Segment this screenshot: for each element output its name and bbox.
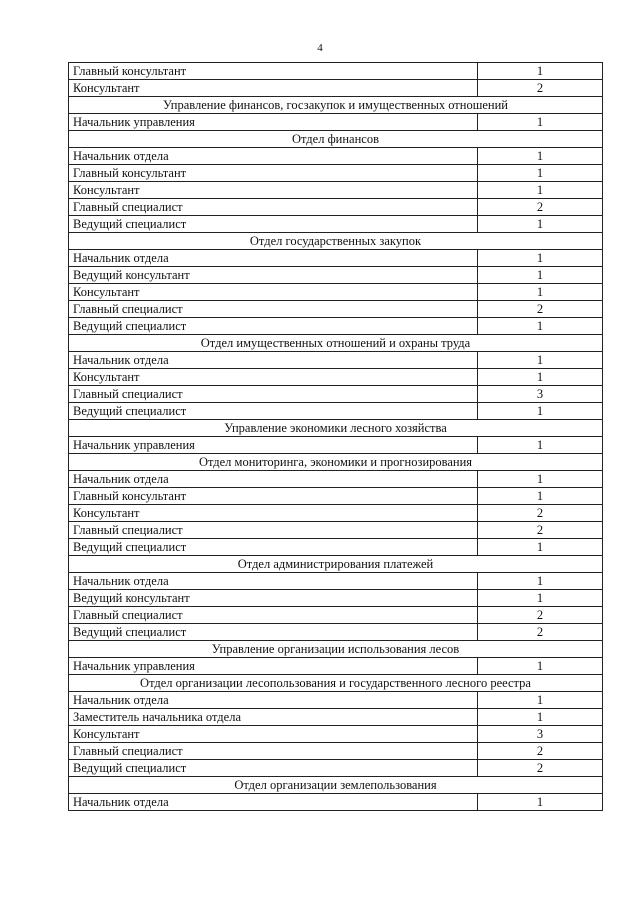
position-count: 2 bbox=[478, 624, 603, 641]
position-count: 1 bbox=[478, 250, 603, 267]
position-count: 1 bbox=[478, 471, 603, 488]
position-count: 2 bbox=[478, 199, 603, 216]
position-title: Консультант bbox=[69, 726, 478, 743]
position-title: Главный консультант bbox=[69, 165, 478, 182]
table-row bbox=[69, 692, 603, 709]
table-row bbox=[69, 760, 603, 777]
position-title: Заместитель начальника отдела bbox=[69, 709, 478, 726]
position-title: Ведущий специалист bbox=[69, 624, 478, 641]
position-count: 1 bbox=[478, 658, 603, 675]
position-count: 1 bbox=[478, 437, 603, 454]
position-title: Начальник отдела bbox=[69, 573, 478, 590]
table-row bbox=[69, 794, 603, 811]
table-row bbox=[69, 216, 603, 233]
table-row bbox=[69, 369, 603, 386]
table-row bbox=[69, 624, 603, 641]
position-count: 1 bbox=[478, 403, 603, 420]
section-title: Управление организации использования лесов bbox=[69, 641, 603, 658]
position-count: 1 bbox=[478, 573, 603, 590]
position-count: 1 bbox=[478, 794, 603, 811]
section-title: Отдел государственных закупок bbox=[69, 233, 603, 250]
position-title: Начальник отдела bbox=[69, 250, 478, 267]
position-title: Главный консультант bbox=[69, 63, 478, 80]
position-title: Главный специалист bbox=[69, 743, 478, 760]
position-title: Ведущий консультант bbox=[69, 590, 478, 607]
position-title: Главный специалист bbox=[69, 199, 478, 216]
table-row bbox=[69, 590, 603, 607]
position-title: Главный специалист bbox=[69, 386, 478, 403]
section-header-row bbox=[69, 420, 603, 437]
staff-table-body bbox=[69, 63, 603, 811]
position-count: 1 bbox=[478, 63, 603, 80]
section-title: Отдел организации землепользования bbox=[69, 777, 603, 794]
position-title: Начальник отдела bbox=[69, 471, 478, 488]
position-title: Начальник управления bbox=[69, 437, 478, 454]
section-title: Отдел имущественных отношений и охраны труда bbox=[69, 335, 603, 352]
table-row bbox=[69, 267, 603, 284]
table-row bbox=[69, 182, 603, 199]
position-count: 1 bbox=[478, 267, 603, 284]
position-title: Начальник отдела bbox=[69, 794, 478, 811]
table-row bbox=[69, 488, 603, 505]
position-title: Консультант bbox=[69, 505, 478, 522]
position-count: 3 bbox=[478, 726, 603, 743]
section-header-row bbox=[69, 131, 603, 148]
table-row bbox=[69, 352, 603, 369]
section-title: Отдел финансов bbox=[69, 131, 603, 148]
section-header-row bbox=[69, 335, 603, 352]
table-row bbox=[69, 386, 603, 403]
position-count: 1 bbox=[478, 318, 603, 335]
section-header-row bbox=[69, 97, 603, 114]
table-row bbox=[69, 63, 603, 80]
position-count: 2 bbox=[478, 760, 603, 777]
position-title: Начальник управления bbox=[69, 114, 478, 131]
section-title: Управление экономики лесного хозяйства bbox=[69, 420, 603, 437]
position-title: Ведущий специалист bbox=[69, 216, 478, 233]
page-number: 4 bbox=[317, 42, 323, 54]
table-row bbox=[69, 165, 603, 182]
table-row bbox=[69, 522, 603, 539]
position-count: 1 bbox=[478, 284, 603, 301]
section-header-row bbox=[69, 556, 603, 573]
table-row bbox=[69, 743, 603, 760]
position-title: Ведущий специалист bbox=[69, 539, 478, 556]
table-row bbox=[69, 284, 603, 301]
position-count: 2 bbox=[478, 743, 603, 760]
position-count: 1 bbox=[478, 216, 603, 233]
position-count: 1 bbox=[478, 182, 603, 199]
position-count: 1 bbox=[478, 709, 603, 726]
position-title: Начальник отдела bbox=[69, 692, 478, 709]
position-title: Ведущий консультант bbox=[69, 267, 478, 284]
section-header-row bbox=[69, 641, 603, 658]
position-count: 2 bbox=[478, 607, 603, 624]
table-row bbox=[69, 505, 603, 522]
table-row bbox=[69, 301, 603, 318]
position-count: 1 bbox=[478, 692, 603, 709]
table-row bbox=[69, 318, 603, 335]
table-row bbox=[69, 80, 603, 97]
table-row bbox=[69, 709, 603, 726]
table-row bbox=[69, 573, 603, 590]
table-row bbox=[69, 199, 603, 216]
position-count: 2 bbox=[478, 522, 603, 539]
position-title: Главный специалист bbox=[69, 522, 478, 539]
position-title: Главный специалист bbox=[69, 607, 478, 624]
position-title: Консультант bbox=[69, 369, 478, 386]
table-row bbox=[69, 403, 603, 420]
table-row bbox=[69, 148, 603, 165]
position-count: 1 bbox=[478, 369, 603, 386]
position-title: Консультант bbox=[69, 284, 478, 301]
position-count: 2 bbox=[478, 80, 603, 97]
position-count: 1 bbox=[478, 590, 603, 607]
position-count: 3 bbox=[478, 386, 603, 403]
position-title: Ведущий специалист bbox=[69, 403, 478, 420]
staff-table bbox=[68, 62, 603, 811]
position-title: Ведущий специалист bbox=[69, 318, 478, 335]
position-count: 1 bbox=[478, 114, 603, 131]
position-title: Консультант bbox=[69, 80, 478, 97]
table-row bbox=[69, 726, 603, 743]
position-title: Консультант bbox=[69, 182, 478, 199]
position-title: Начальник управления bbox=[69, 658, 478, 675]
position-title: Главный консультант bbox=[69, 488, 478, 505]
position-count: 1 bbox=[478, 148, 603, 165]
position-count: 1 bbox=[478, 488, 603, 505]
section-title: Управление финансов, госзакупок и имущественных отношений bbox=[69, 97, 603, 114]
table-row bbox=[69, 539, 603, 556]
table-row bbox=[69, 471, 603, 488]
table-row bbox=[69, 250, 603, 267]
table-row bbox=[69, 437, 603, 454]
position-count: 1 bbox=[478, 165, 603, 182]
section-title: Отдел мониторинга, экономики и прогнозирования bbox=[69, 454, 603, 471]
section-title: Отдел организации лесопользования и государственного лесного реестра bbox=[69, 675, 603, 692]
position-title: Главный специалист bbox=[69, 301, 478, 318]
table-row bbox=[69, 607, 603, 624]
position-count: 1 bbox=[478, 539, 603, 556]
position-title: Начальник отдела bbox=[69, 148, 478, 165]
position-title: Начальник отдела bbox=[69, 352, 478, 369]
section-header-row bbox=[69, 233, 603, 250]
section-title: Отдел администрирования платежей bbox=[69, 556, 603, 573]
section-header-row bbox=[69, 777, 603, 794]
position-count: 2 bbox=[478, 301, 603, 318]
table-row bbox=[69, 114, 603, 131]
position-count: 2 bbox=[478, 505, 603, 522]
position-count: 1 bbox=[478, 352, 603, 369]
table-row bbox=[69, 658, 603, 675]
section-header-row bbox=[69, 675, 603, 692]
position-title: Ведущий специалист bbox=[69, 760, 478, 777]
section-header-row bbox=[69, 454, 603, 471]
